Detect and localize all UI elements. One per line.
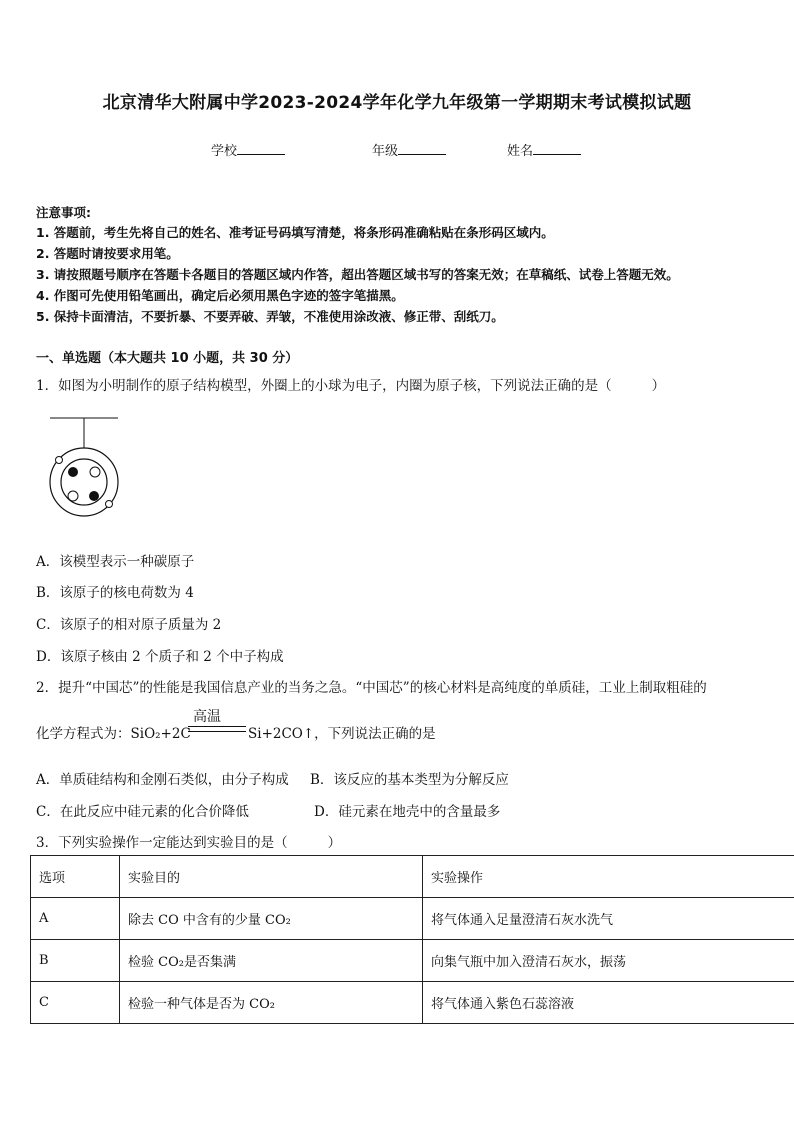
q2-option-d: D．硅元素在地壳中的含量最多	[314, 804, 501, 820]
section-heading: 一、单选题（本大题共 10 小题，共 30 分）	[36, 351, 299, 366]
question-1-text: 1．如图为小明制作的原子结构模型，外圈上的小球为电子，内圈为原子核，下列说法正确的是（	[36, 378, 612, 394]
question-1-close: ）	[651, 378, 666, 394]
electron-1	[56, 457, 63, 464]
equation-right: Si+2CO↑，下列说法正确的是	[248, 726, 436, 742]
note-item: 2. 答题时请按要求用笔。	[36, 246, 179, 261]
q1-option-d: D．该原子核由 2 个质子和 2 个中子构成	[36, 649, 284, 665]
equation-equals-sign	[188, 726, 246, 732]
note-item: 5. 保持卡面清洁，不要折暴、不要弄破、弄皱，不准使用涂改液、修正带、刮纸刀。	[36, 309, 504, 324]
grade-field	[372, 140, 446, 159]
grade-blank	[398, 140, 446, 155]
table-header-row	[31, 856, 794, 898]
nucleus-ring	[61, 459, 107, 505]
q1-option-c: C．该原子的相对原子质量为 2	[36, 617, 222, 633]
question-3-stem	[36, 831, 341, 851]
note-item: 3. 请按照题号顺序在答题卡各题目的答题区域内作答，超出答题区域书写的答案无效；在草稿纸、试卷上答题无效。	[36, 267, 679, 282]
table-cell: 将气体通入紫色石蕊溶液	[423, 982, 794, 1024]
table-row	[31, 898, 794, 940]
nucleus-particle-black-2	[89, 491, 99, 501]
school-blank	[237, 140, 285, 155]
table-header-cell: 实验目的	[120, 856, 423, 898]
question-3-close: ）	[327, 835, 342, 851]
experiment-table	[30, 855, 794, 1024]
electron-2	[106, 501, 113, 508]
question-2-stem: 2．提升“中国芯”的性能是我国信息产业的当务之急。“中国芯”的核心材料是高纯度的单质硅，工业上制取粗硅的	[36, 680, 707, 696]
table-row	[31, 940, 794, 982]
q2-option-a: A．单质硅结构和金刚石类似，由分子构成	[36, 772, 289, 788]
table-cell: 检验一种气体是否为 CO₂	[120, 982, 423, 1024]
nucleus-particle-white-1	[90, 467, 100, 477]
note-item: 1. 答题前，考生先将自己的姓名、准考证号码填写清楚，将条形码准确粘贴在条形码区域内。	[36, 225, 554, 240]
name-blank	[533, 140, 581, 155]
table-header-cell: 选项	[31, 856, 120, 898]
reaction-condition: 高温	[193, 709, 221, 725]
q1-option-b: B．该原子的核电荷数为 4	[36, 585, 194, 601]
name-label: 姓名	[507, 144, 534, 159]
table-cell: C	[31, 982, 120, 1024]
table-header-cell: 实验操作	[423, 856, 794, 898]
grade-label: 年级	[372, 144, 399, 159]
notes-list	[36, 222, 776, 327]
q1-option-a: A．该模型表示一种碳原子	[36, 554, 195, 570]
exam-title: 北京清华大附属中学2023-2024学年化学九年级第一学期期末考试模拟试题	[102, 93, 692, 113]
q2-option-c: C．在此反应中硅元素的化合价降低	[36, 804, 249, 820]
equation-left: 化学方程式为：SiO₂+2C	[36, 726, 191, 742]
school-label: 学校	[211, 144, 238, 159]
nucleus-particle-white-2	[68, 491, 78, 501]
table-cell: 检验 CO₂是否集满	[120, 940, 423, 982]
student-info-row	[0, 140, 794, 160]
notes-title: 注意事项:	[36, 205, 91, 220]
table-cell: 将气体通入足量澄清石灰水洗气	[423, 898, 794, 940]
name-field	[507, 140, 581, 159]
table-cell: 向集气瓶中加入澄清石灰水，振荡	[423, 940, 794, 982]
question-3-text: 3．下列实验操作一定能达到实验目的是（	[36, 835, 288, 851]
question-1-stem	[36, 374, 665, 394]
note-item: 4. 作图可先使用铅笔画出，确定后必须用黑色字迹的签字笔描黑。	[36, 288, 404, 303]
table-cell: A	[31, 898, 120, 940]
table-row	[31, 982, 794, 1024]
table-cell: B	[31, 940, 120, 982]
atom-model-figure	[36, 410, 136, 530]
school-field	[211, 140, 285, 159]
q2-option-b: B．该反应的基本类型为分解反应	[310, 772, 509, 788]
nucleus-particle-black-1	[68, 467, 78, 477]
equation-prefix	[36, 722, 191, 742]
table-cell: 除去 CO 中含有的少量 CO₂	[120, 898, 423, 940]
